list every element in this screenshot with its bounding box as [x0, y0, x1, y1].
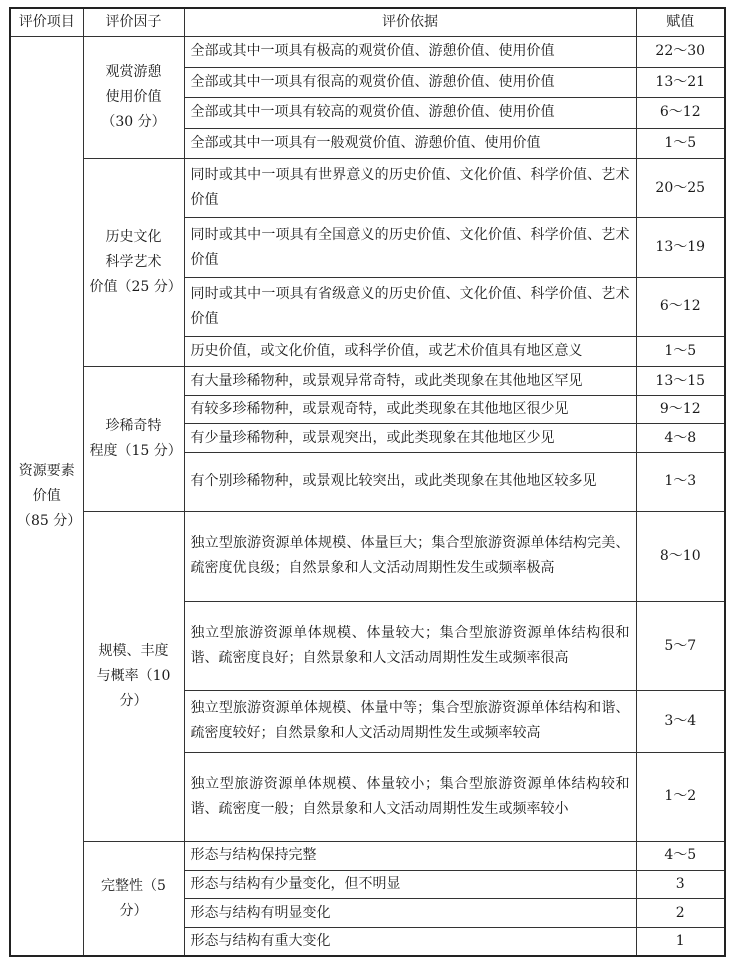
factor-cell [83, 159, 184, 367]
basis-cell: 有较多珍稀物种，或景观奇特，或此类现象在其他地区很少见 [184, 395, 636, 424]
factor-line: 程度（15 分） [89, 443, 182, 460]
basis-cell: 形态与结构有重大变化 [184, 927, 636, 956]
basis-cell: 有少量珍稀物种，或景观突出，或此类现象在其他地区少见 [184, 424, 636, 453]
factor-line: 价值（25 分） [89, 279, 182, 296]
score-cell: 4～8 [636, 424, 725, 453]
evaluation-table [9, 7, 726, 957]
basis-cell: 有个别珍稀物种，或景观比较突出，或此类现象在其他地区较多见 [184, 452, 636, 511]
score-cell: 3～4 [636, 691, 725, 752]
basis-cell: 形态与结构有明显变化 [184, 899, 636, 928]
score-cell: 13～15 [636, 367, 725, 396]
basis-cell: 有大量珍稀物种，或景观异常奇特，或此类现象在其他地区罕见 [184, 367, 636, 396]
item-cell [10, 37, 83, 956]
table-row [10, 159, 725, 218]
basis-cell: 历史价值，或文化价值，或科学价值，或艺术价值具有地区意义 [184, 336, 636, 367]
factor-cell [83, 511, 184, 841]
score-cell: 8～10 [636, 511, 725, 601]
factor-line: 科学艺术 [105, 254, 162, 271]
header-score: 赋值 [636, 8, 725, 37]
item-line: 资源要素 [18, 462, 75, 479]
factor-line: 规模、丰度 [98, 643, 169, 660]
basis-cell: 同时或其中一项具有全国意义的历史价值、文化价值、科学价值、艺术价值 [184, 218, 636, 277]
factor-line: （30 分） [101, 114, 166, 131]
score-cell: 1～3 [636, 452, 725, 511]
basis-cell: 同时或其中一项具有省级意义的历史价值、文化价值、科学价值、艺术价值 [184, 277, 636, 336]
score-cell: 5～7 [636, 601, 725, 691]
score-cell: 22～30 [636, 37, 725, 68]
factor-cell [83, 37, 184, 159]
basis-cell: 形态与结构有少量变化，但不明显 [184, 870, 636, 899]
score-cell: 9～12 [636, 395, 725, 424]
basis-cell: 独立型旅游资源单体规模、体量巨大；集合型旅游资源单体结构完美、疏密度优良级；自然景象和人文活动周期性发生或频率极高 [184, 511, 636, 601]
factor-line: 历史文化 [105, 229, 162, 246]
score-cell: 4～5 [636, 842, 725, 871]
score-cell: 13～21 [636, 67, 725, 98]
score-cell: 1～2 [636, 752, 725, 842]
basis-cell: 形态与结构保持完整 [184, 842, 636, 871]
factor-line: 珍稀奇特 [105, 418, 162, 435]
header-factor: 评价因子 [83, 8, 184, 37]
score-cell: 1～5 [636, 128, 725, 159]
item-line: 价值 [32, 487, 61, 504]
header-basis: 评价依据 [184, 8, 636, 37]
score-cell: 13～19 [636, 218, 725, 277]
basis-cell: 同时或其中一项具有世界意义的历史价值、文化价值、科学价值、艺术价值 [184, 159, 636, 218]
factor-line: 完整性（5 分） [101, 877, 166, 919]
score-cell: 1～5 [636, 336, 725, 367]
table-row [10, 367, 725, 396]
basis-cell: 独立型旅游资源单体规模、体量中等；集合型旅游资源单体结构和谐、疏密度较好；自然景象和人文活动周期性发生或频率较高 [184, 691, 636, 752]
score-cell: 3 [636, 870, 725, 899]
item-line: （85 分） [17, 512, 82, 529]
table-row [10, 511, 725, 601]
score-cell: 1 [636, 927, 725, 956]
basis-cell: 全部或其中一项具有较高的观赏价值、游憩价值、使用价值 [184, 98, 636, 129]
basis-cell: 独立型旅游资源单体规模、体量较大；集合型旅游资源单体结构很和谐、疏密度良好；自然景象和人文活动周期性发生或频率很高 [184, 601, 636, 691]
score-cell: 6～12 [636, 98, 725, 129]
score-cell: 6～12 [636, 277, 725, 336]
score-cell: 2 [636, 899, 725, 928]
factor-cell [83, 842, 184, 956]
factor-line: 与概率（10 分） [96, 668, 171, 710]
basis-cell: 全部或其中一项具有一般观赏价值、游憩价值、使用价值 [184, 128, 636, 159]
score-cell: 20～25 [636, 159, 725, 218]
factor-cell [83, 367, 184, 512]
basis-cell: 全部或其中一项具有极高的观赏价值、游憩价值、使用价值 [184, 37, 636, 68]
factor-line: 观赏游憩 [105, 64, 162, 81]
table-row [10, 842, 725, 871]
basis-cell: 全部或其中一项具有很高的观赏价值、游憩价值、使用价值 [184, 67, 636, 98]
basis-cell: 独立型旅游资源单体规模、体量较小；集合型旅游资源单体结构较和谐、疏密度一般；自然景象和人文活动周期性发生或频率较小 [184, 752, 636, 842]
header-item: 评价项目 [10, 8, 83, 37]
header-row [10, 8, 725, 37]
table-row [10, 37, 725, 68]
factor-line: 使用价值 [105, 89, 162, 106]
